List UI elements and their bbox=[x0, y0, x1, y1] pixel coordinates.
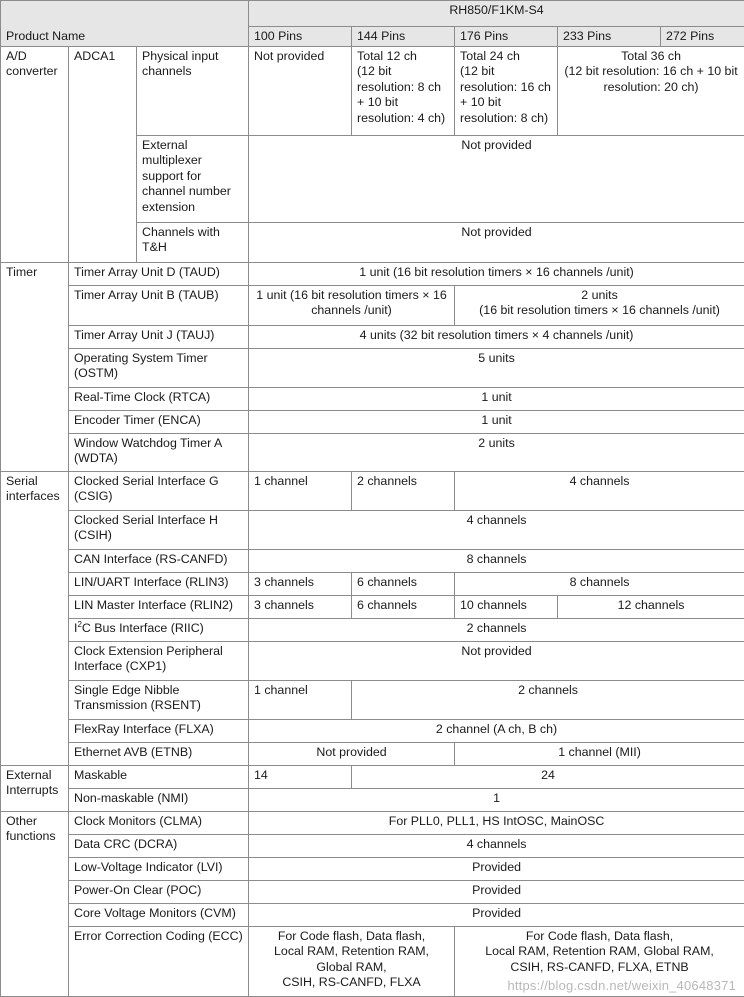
adc-unit: ADCA1 bbox=[69, 46, 137, 262]
clma-label: Clock Monitors (CLMA) bbox=[69, 811, 249, 834]
etnb-176-272: 1 channel (MII) bbox=[455, 742, 744, 765]
adc-physical-144 bbox=[352, 46, 455, 135]
csig-176-272: 4 channels bbox=[455, 471, 744, 510]
category-serial-interfaces: Serial interfaces bbox=[1, 471, 69, 765]
category-ad-converter: A/D converter bbox=[1, 46, 69, 262]
ecc-b-line-1: For Code flash, Data flash, bbox=[525, 928, 674, 943]
cvm-label: Core Voltage Monitors (CVM) bbox=[69, 903, 249, 926]
riic-value: 2 channels bbox=[249, 618, 744, 641]
cxp1-label: Clock Extension Peripheral Interface (CXP1) bbox=[69, 641, 249, 680]
cvm-value: Provided bbox=[249, 903, 744, 926]
tauj-value: 4 units (32 bit resolution timers × 4 channels /unit) bbox=[249, 325, 744, 348]
dcra-label: Data CRC (DCRA) bbox=[69, 834, 249, 857]
rlin3-100: 3 channels bbox=[249, 572, 352, 595]
pin-header-176: 176 Pins bbox=[455, 27, 558, 47]
ostm-label: Operating System Timer (OSTM) bbox=[69, 348, 249, 387]
csig-144: 2 channels bbox=[352, 471, 455, 510]
rtca-value: 1 unit bbox=[249, 387, 744, 410]
rlin3-176-272: 8 channels bbox=[455, 572, 744, 595]
csih-label: Clocked Serial Interface H (CSIH) bbox=[69, 510, 249, 549]
rlin2-144: 6 channels bbox=[352, 595, 455, 618]
adc-physical-176-total: Total 24 ch bbox=[460, 48, 520, 63]
etnb-100-144: Not provided bbox=[249, 742, 455, 765]
maskable-144-272: 24 bbox=[352, 765, 744, 788]
lvi-label: Low-Voltage Indicator (LVI) bbox=[69, 857, 249, 880]
pin-header-100: 100 Pins bbox=[249, 27, 352, 47]
wdta-label: Window Watchdog Timer A (WDTA) bbox=[69, 433, 249, 471]
adc-ext-mux-label: External multiplexer support for channel number extension bbox=[137, 135, 249, 222]
riic-label-suffix: C Bus Interface (RIIC) bbox=[81, 620, 204, 635]
pin-header-233: 233 Pins bbox=[558, 27, 661, 47]
taub-label: Timer Array Unit B (TAUB) bbox=[69, 285, 249, 325]
can-value: 8 channels bbox=[249, 549, 744, 572]
nmi-label: Non-maskable (NMI) bbox=[69, 788, 249, 811]
riic-label-prefix: I bbox=[74, 620, 78, 635]
clma-value: For PLL0, PLL1, HS IntOSC, MainOSC bbox=[249, 811, 744, 834]
category-other-functions: Other functions bbox=[1, 811, 69, 996]
ecc-a-line-4: CSIH, RS-CANFD, FLXA bbox=[282, 975, 421, 990]
taub-units: 2 units bbox=[581, 287, 618, 302]
adc-physical-233-detail: (12 bit resolution: 16 ch + 10 bit resolution: 20 ch) bbox=[564, 64, 738, 94]
can-label: CAN Interface (RS-CANFD) bbox=[69, 549, 249, 572]
taub-value-176-272 bbox=[455, 285, 744, 325]
ecc-100-144 bbox=[249, 926, 455, 996]
ecc-a-line-1: For Code flash, Data flash, bbox=[277, 928, 426, 943]
ecc-b-line-3: CSIH, RS-CANFD, FLXA, ETNB bbox=[510, 959, 689, 974]
tauj-label: Timer Array Unit J (TAUJ) bbox=[69, 325, 249, 348]
adc-physical-233-272 bbox=[558, 46, 744, 135]
rsent-144-272: 2 channels bbox=[352, 680, 744, 719]
csih-value: 4 channels bbox=[249, 510, 744, 549]
maskable-label: Maskable bbox=[69, 765, 249, 788]
rlin2-176: 10 channels bbox=[455, 595, 558, 618]
ecc-a-line-2: Local RAM, Retention RAM, bbox=[274, 944, 429, 959]
ostm-value: 5 units bbox=[249, 348, 744, 387]
rsent-100: 1 channel bbox=[249, 680, 352, 719]
product-name-header: Product Name bbox=[1, 1, 249, 47]
adc-th-value: Not provided bbox=[249, 222, 744, 262]
family-header: RH850/F1KM-S4 bbox=[249, 1, 744, 27]
taub-value-100-144: 1 unit (16 bit resolution timers × 16 channels /unit) bbox=[249, 285, 455, 325]
ecc-b-line-2: Local RAM, Retention RAM, Global RAM, bbox=[485, 944, 714, 959]
riic-label-sup: 2 bbox=[77, 619, 82, 629]
flxa-label: FlexRay Interface (FLXA) bbox=[69, 719, 249, 742]
rlin2-233-272: 12 channels bbox=[558, 595, 744, 618]
taud-label: Timer Array Unit D (TAUD) bbox=[69, 262, 249, 285]
pin-header-272: 272 Pins bbox=[661, 27, 744, 47]
rlin3-144: 6 channels bbox=[352, 572, 455, 595]
poc-label: Power-On Clear (POC) bbox=[69, 880, 249, 903]
maskable-100: 14 bbox=[249, 765, 352, 788]
rlin3-label: LIN/UART Interface (RLIN3) bbox=[69, 572, 249, 595]
taub-detail: (16 bit resolution timers × 16 channels /unit) bbox=[479, 303, 720, 318]
category-external-interrupts: External Interrupts bbox=[1, 765, 69, 811]
riic-label bbox=[69, 618, 249, 641]
enca-label: Encoder Timer (ENCA) bbox=[69, 410, 249, 433]
taud-value: 1 unit (16 bit resolution timers × 16 channels /unit) bbox=[249, 262, 744, 285]
adc-physical-label: Physical input channels bbox=[137, 46, 249, 135]
rsent-label: Single Edge Nibble Transmission (RSENT) bbox=[69, 680, 249, 719]
rlin2-label: LIN Master Interface (RLIN2) bbox=[69, 595, 249, 618]
poc-value: Provided bbox=[249, 880, 744, 903]
adc-th-label: Channels with T&H bbox=[137, 222, 249, 262]
ecc-label: Error Correction Coding (ECC) bbox=[69, 926, 249, 996]
adc-ext-mux-value: Not provided bbox=[249, 135, 744, 222]
cxp1-value: Not provided bbox=[249, 641, 744, 680]
dcra-value: 4 channels bbox=[249, 834, 744, 857]
nmi-value: 1 bbox=[249, 788, 744, 811]
csig-100: 1 channel bbox=[249, 471, 352, 510]
flxa-value: 2 channel (A ch, B ch) bbox=[249, 719, 744, 742]
adc-physical-144-total: Total 12 ch bbox=[357, 48, 417, 63]
rlin2-100: 3 channels bbox=[249, 595, 352, 618]
adc-physical-100: Not provided bbox=[249, 46, 352, 135]
ecc-a-line-3: Global RAM, bbox=[316, 959, 387, 974]
wdta-value: 2 units bbox=[249, 433, 744, 471]
lvi-value: Provided bbox=[249, 857, 744, 880]
category-timer: Timer bbox=[1, 262, 69, 471]
enca-value: 1 unit bbox=[249, 410, 744, 433]
csig-label: Clocked Serial Interface G (CSIG) bbox=[69, 471, 249, 510]
adc-physical-176 bbox=[455, 46, 558, 135]
adc-physical-176-detail: (12 bit resolution: 16 ch + 10 bit resolution: 8 ch) bbox=[460, 64, 551, 125]
adc-physical-144-detail: (12 bit resolution: 8 ch + 10 bit resolution: 4 ch) bbox=[357, 64, 446, 125]
pin-header-144: 144 Pins bbox=[352, 27, 455, 47]
etnb-label: Ethernet AVB (ETNB) bbox=[69, 742, 249, 765]
adc-physical-233-total: Total 36 ch bbox=[621, 48, 681, 63]
rtca-label: Real-Time Clock (RTCA) bbox=[69, 387, 249, 410]
watermark: https://blog.csdn.net/weixin_40648371 bbox=[507, 978, 736, 993]
